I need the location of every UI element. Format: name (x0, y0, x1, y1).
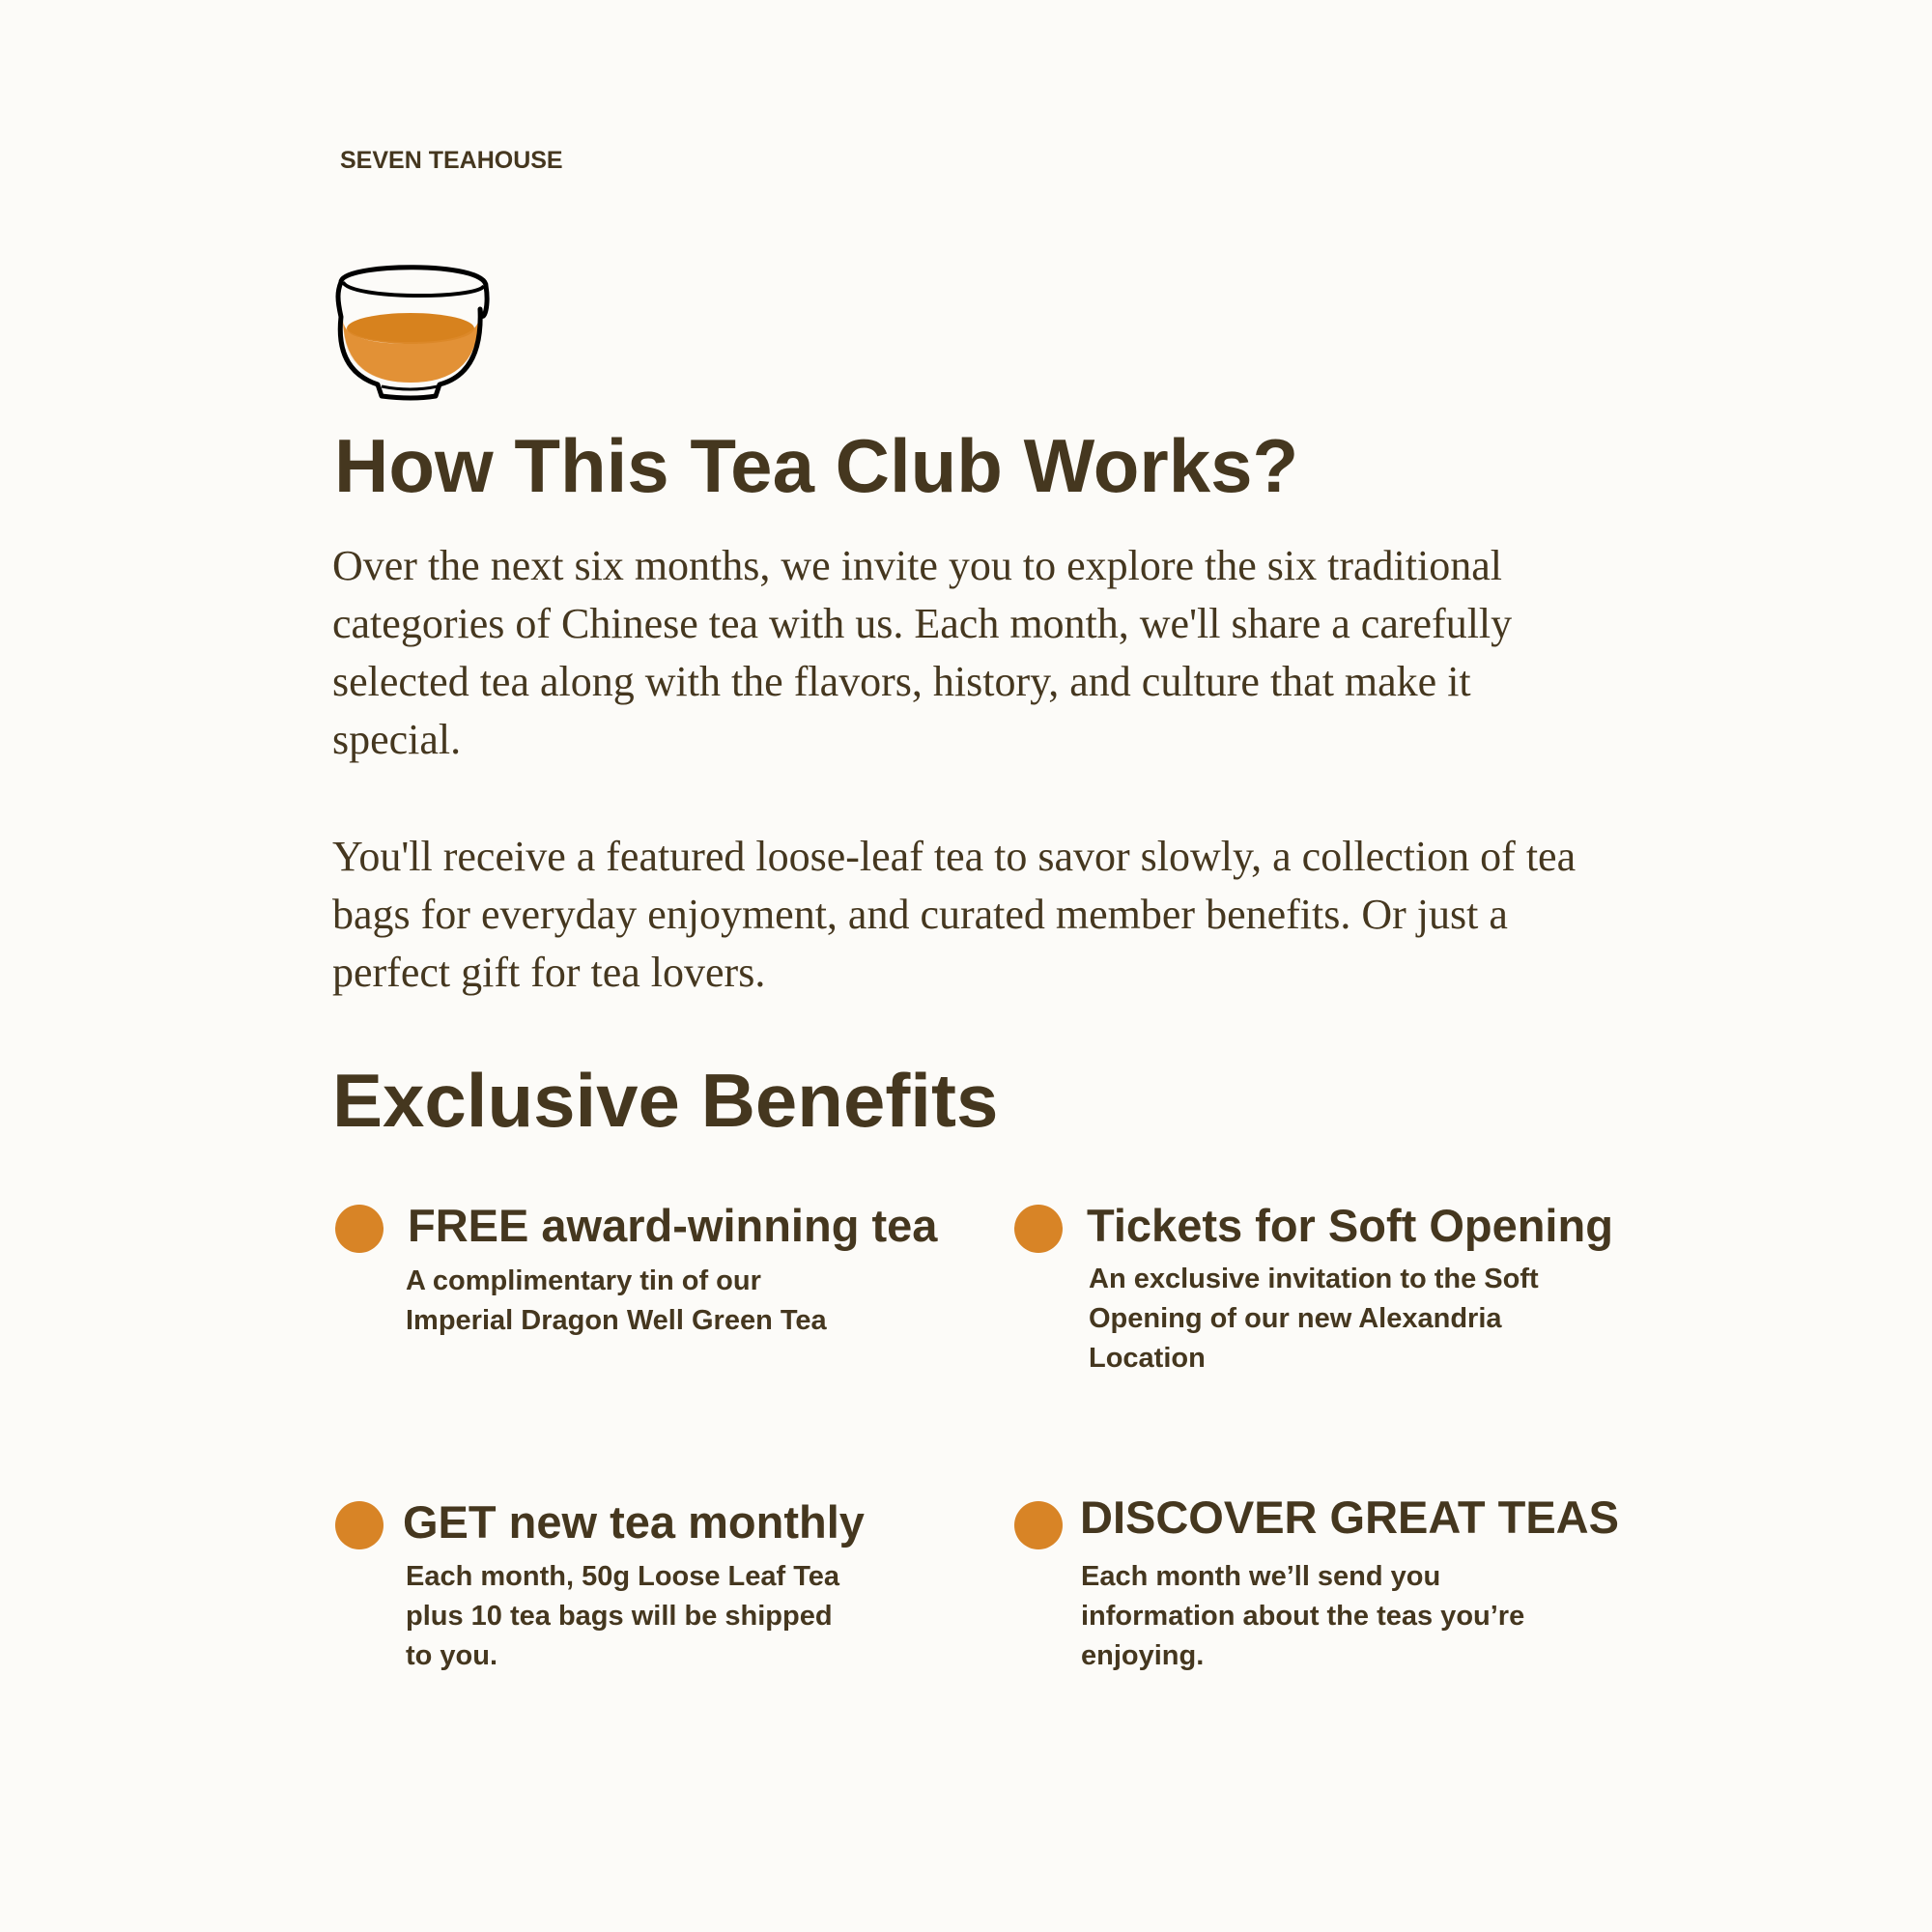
benefit-title: FREE award-winning tea (408, 1200, 938, 1251)
bullet-dot-icon (1014, 1205, 1063, 1253)
benefits-heading: Exclusive Benefits (332, 1058, 999, 1143)
benefit-title: DISCOVER GREAT TEAS (1080, 1492, 1619, 1543)
bullet-dot-icon (1014, 1501, 1063, 1549)
benefit-description: An exclusive invitation to the Soft Opening of our new Alexandria Location (1089, 1264, 1539, 1374)
benefit-title: Tickets for Soft Opening (1087, 1200, 1613, 1251)
bullet-dot-icon (335, 1501, 384, 1549)
benefit-description: Each month, 50g Loose Leaf Tea plus 10 tea bags will be shipped to you. (406, 1561, 840, 1671)
benefit-description: Each month we’ll send you information about the teas you’re enjoying. (1081, 1561, 1525, 1671)
bullet-dot-icon (335, 1205, 384, 1253)
page-title: How This Tea Club Works? (334, 423, 1299, 508)
intro-paragraph: Over the next six months, we invite you to explore the six traditional categories of Chinese tea with us. Each month, we'll share a carefully selected tea along with the flavors, history, and culture that make it special. (332, 542, 1513, 763)
offer-paragraph: You'll receive a featured loose-leaf tea to savor slowly, a collection of tea bags for everyday enjoyment, and curated member benefits. Or just a perfect gift for tea lovers. (332, 833, 1577, 996)
benefit-description: A complimentary tin of our Imperial Dragon Well Green Tea (406, 1265, 827, 1336)
tea-cup-icon (331, 259, 496, 404)
benefit-title: GET new tea monthly (403, 1496, 865, 1548)
brand-name: SEVEN TEAHOUSE (340, 147, 563, 174)
